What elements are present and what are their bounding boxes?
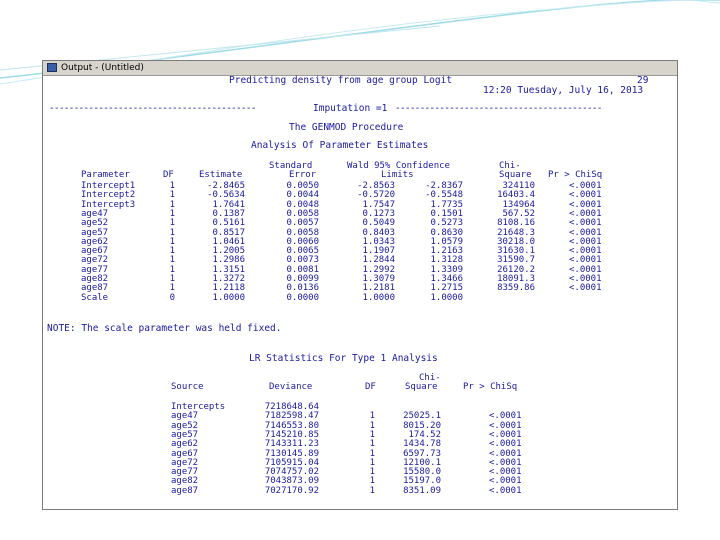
lr-row — [43, 431, 678, 440]
lr-cell: 25025.1 — [403, 411, 441, 422]
estimates-cell: 1.2986 — [212, 255, 245, 266]
estimates-cell: age62 — [81, 236, 109, 247]
estimates-cell: <.0001 — [569, 274, 602, 284]
lr-cell: 174.52 — [408, 429, 441, 440]
lr-row — [43, 412, 678, 421]
estimates-cell: 0.0044 — [286, 190, 319, 201]
estimates-cell: 0.0099 — [286, 274, 319, 284]
lr-cell: 7043873.09 — [264, 476, 319, 487]
estimates-cell: 1.2005 — [212, 246, 245, 257]
estimates-cell: 1.2118 — [212, 283, 245, 294]
output-window[interactable] — [42, 60, 678, 510]
lr-cell: age87 — [171, 485, 199, 496]
estimates-cell: 0.8403 — [362, 227, 395, 238]
estimates-cell: 0.0060 — [286, 236, 319, 247]
col-pr-chisq: Pr > ChiSq — [548, 170, 603, 180]
col-error: Error — [289, 170, 317, 180]
header-wald: Wald 95% Confidence — [347, 161, 450, 171]
estimates-cell: 1 — [169, 218, 175, 229]
lr-cell: 7218648.64 — [264, 402, 319, 412]
estimates-cell: age72 — [81, 255, 109, 266]
lr-cell: 7027170.92 — [264, 485, 319, 496]
lr-row — [43, 459, 678, 468]
lr-cell: 1 — [369, 467, 375, 478]
lr-cell: 15580.0 — [403, 467, 441, 478]
estimates-title: Analysis Of Parameter Estimates — [251, 140, 429, 151]
estimates-cell: 1 — [169, 246, 175, 257]
lr-cell: 7105915.04 — [264, 457, 319, 468]
procedure-name: The GENMOD Procedure — [289, 122, 404, 133]
estimates-cell: 21648.3 — [497, 227, 535, 238]
estimates-cell: -0.5548 — [425, 190, 463, 201]
estimates-cell: <.0001 — [569, 199, 602, 210]
estimates-cell: 1 — [169, 274, 175, 284]
estimates-cell: 26120.2 — [497, 264, 535, 275]
output-content — [43, 75, 677, 509]
col-df: DF — [163, 170, 174, 180]
lr-cell: 15197.0 — [403, 476, 441, 487]
lr-header-row — [43, 383, 678, 392]
estimates-cell: age67 — [81, 246, 109, 257]
estimates-cell: 0.0058 — [286, 227, 319, 238]
estimates-cell: -2.8367 — [425, 181, 463, 191]
lr-header-chi: Chi- — [419, 373, 441, 383]
estimates-cell: Intercept1 — [81, 181, 136, 191]
estimates-cell: 0 — [169, 292, 175, 303]
lr-cell: 1 — [369, 439, 375, 450]
lr-cell: 1 — [369, 429, 375, 440]
lr-col-df: DF — [365, 382, 376, 392]
estimates-cell: <.0001 — [569, 246, 602, 257]
estimates-cell: 1 — [169, 236, 175, 247]
lr-cell: 8351.09 — [403, 485, 441, 496]
estimates-cell: 1.0000 — [430, 292, 463, 303]
lr-row — [43, 403, 678, 412]
estimates-cell: Intercept2 — [81, 190, 136, 201]
lr-row — [43, 487, 678, 496]
estimates-cell: 1 — [169, 264, 175, 275]
window-title: Output - (Untitled) — [61, 63, 144, 73]
estimates-header-row — [43, 171, 678, 180]
sas-output-icon — [47, 63, 57, 72]
report-title: Predicting density from age group Logit — [229, 75, 453, 86]
lr-cell: 7130145.89 — [264, 448, 319, 459]
estimates-cell: 324110 — [502, 181, 535, 191]
col-square: Square — [499, 170, 532, 180]
estimates-cell: 1.0000 — [362, 292, 395, 303]
estimates-cell: <.0001 — [569, 227, 602, 238]
estimates-cell: 1.3309 — [430, 264, 463, 275]
estimates-cell: 0.0000 — [286, 292, 319, 303]
estimates-cell: 0.0081 — [286, 264, 319, 275]
estimates-cell: <.0001 — [569, 218, 602, 229]
estimates-cell: age47 — [81, 208, 109, 219]
estimates-cell: 134964 — [502, 199, 535, 210]
col-estimate: Estimate — [199, 170, 243, 180]
estimates-cell: 1.7735 — [430, 199, 463, 210]
estimates-cell: 16403.4 — [497, 190, 535, 201]
estimates-cell: 0.0048 — [286, 199, 319, 210]
lr-cell: <.0001 — [489, 476, 522, 487]
estimates-cell: 1 — [169, 199, 175, 210]
lr-cell: age67 — [171, 448, 199, 459]
lr-cell: <.0001 — [489, 485, 522, 496]
lr-cell: 1 — [369, 485, 375, 496]
estimates-cell: <.0001 — [569, 181, 602, 191]
estimates-cell: -2.8563 — [357, 181, 395, 191]
lr-cell: 7143311.23 — [264, 439, 319, 450]
estimates-cell: 0.0050 — [286, 181, 319, 191]
estimates-cell: 8108.16 — [497, 218, 535, 229]
estimates-cell: <.0001 — [569, 190, 602, 201]
estimates-cell: 0.0136 — [286, 283, 319, 294]
lr-row — [43, 422, 678, 431]
lr-cell: 1 — [369, 476, 375, 487]
lr-cell: <.0001 — [489, 448, 522, 459]
estimates-cell: age82 — [81, 274, 109, 284]
estimates-cell: age77 — [81, 264, 109, 275]
lr-cell: <.0001 — [489, 420, 522, 431]
estimates-cell: <.0001 — [569, 264, 602, 275]
estimates-cell: <.0001 — [569, 283, 602, 294]
estimates-cell: <.0001 — [569, 208, 602, 219]
lr-cell: <.0001 — [489, 429, 522, 440]
estimates-cell: -2.8465 — [207, 181, 245, 191]
dash-line-left: ------------------------------------------ — [49, 103, 256, 114]
run-timestamp: 12:20 Tuesday, July 16, 2013 — [483, 85, 644, 96]
estimates-cell: 31630.1 — [497, 246, 535, 257]
header-standard: Standard — [269, 161, 313, 171]
estimates-cell: 1.3151 — [212, 264, 245, 275]
lr-cell: 1 — [369, 420, 375, 431]
lr-cell: Intercepts — [171, 402, 226, 412]
estimates-row — [43, 284, 678, 293]
estimates-cell: 567.52 — [502, 208, 535, 219]
estimates-cell: 0.1273 — [362, 208, 395, 219]
lr-cell: <.0001 — [489, 439, 522, 450]
estimates-cell: <.0001 — [569, 255, 602, 266]
header-chi: Chi- — [499, 161, 521, 171]
estimates-cell: 0.1501 — [430, 208, 463, 219]
page-number: 29 — [637, 75, 649, 86]
estimates-cell: Scale — [81, 292, 109, 303]
estimates-cell: 1.0579 — [430, 236, 463, 247]
estimates-cell: 1.0461 — [212, 236, 245, 247]
estimates-cell: -0.5720 — [357, 190, 395, 201]
lr-title: LR Statistics For Type 1 Analysis — [249, 353, 438, 364]
estimates-cell: 1 — [169, 255, 175, 266]
estimates-cell: 0.0057 — [286, 218, 319, 229]
lr-cell: age72 — [171, 457, 199, 468]
estimates-cell: 0.5161 — [212, 218, 245, 229]
estimates-cell: 0.5273 — [430, 218, 463, 229]
lr-cell: 1 — [369, 411, 375, 422]
estimates-cell: 1.7641 — [212, 199, 245, 210]
lr-cell: age47 — [171, 411, 199, 422]
estimates-cell: 1.0343 — [362, 236, 395, 247]
lr-row — [43, 450, 678, 459]
estimates-cell: <.0001 — [569, 236, 602, 247]
lr-cell: age62 — [171, 439, 199, 450]
lr-cell: age52 — [171, 420, 199, 431]
lr-row — [43, 468, 678, 477]
estimates-cell: 1.0000 — [212, 292, 245, 303]
lr-cell: 8015.20 — [403, 420, 441, 431]
dash-line-right: ------------------------------------------ — [395, 103, 602, 114]
lr-col-source: Source — [171, 382, 204, 392]
estimates-cell: 1 — [169, 181, 175, 191]
estimates-cell: age57 — [81, 227, 109, 238]
estimates-cell: 1.1907 — [362, 246, 395, 257]
lr-col-square: Square — [405, 382, 438, 392]
lr-cell: 6597.73 — [403, 448, 441, 459]
lr-cell: 12100.1 — [403, 457, 441, 468]
lr-row — [43, 440, 678, 449]
estimates-row — [43, 294, 678, 303]
estimates-cell: 1 — [169, 283, 175, 294]
lr-cell: <.0001 — [489, 411, 522, 422]
estimates-cell: 8359.86 — [497, 283, 535, 294]
estimates-cell: 18091.3 — [497, 274, 535, 284]
estimates-cell: -0.5634 — [207, 190, 245, 201]
estimates-cell: 0.5049 — [362, 218, 395, 229]
estimates-cell: 0.8517 — [212, 227, 245, 238]
estimates-cell: 31590.7 — [497, 255, 535, 266]
estimates-cell: 1 — [169, 227, 175, 238]
estimates-cell: 1.3466 — [430, 274, 463, 284]
lr-cell: 7074757.02 — [264, 467, 319, 478]
note-text: NOTE: The scale parameter was held fixed. — [47, 323, 282, 334]
estimates-cell: 0.1387 — [212, 208, 245, 219]
estimates-cell: 1.2163 — [430, 246, 463, 257]
estimates-cell: 1.2181 — [362, 283, 395, 294]
lr-cell: 1 — [369, 457, 375, 468]
estimates-cell: 1.2715 — [430, 283, 463, 294]
lr-cell: age57 — [171, 429, 199, 440]
lr-cell: 1434.78 — [403, 439, 441, 450]
lr-cell: 7182598.47 — [264, 411, 319, 422]
lr-cell: 7145210.85 — [264, 429, 319, 440]
estimates-cell: 1 — [169, 208, 175, 219]
lr-cell: age77 — [171, 467, 199, 478]
estimates-cell: 0.8630 — [430, 227, 463, 238]
estimates-cell: 0.0065 — [286, 246, 319, 257]
imputation-label: Imputation =1 — [313, 103, 388, 114]
estimates-cell: 1.2844 — [362, 255, 395, 266]
estimates-cell: 0.0058 — [286, 208, 319, 219]
lr-cell: 1 — [369, 448, 375, 459]
lr-col-deviance: Deviance — [269, 382, 313, 392]
lr-cell: <.0001 — [489, 457, 522, 468]
estimates-cell: 1.3272 — [212, 274, 245, 284]
lr-col-pr-chisq: Pr > ChiSq — [463, 382, 518, 392]
lr-cell: age82 — [171, 476, 199, 487]
estimates-cell: age52 — [81, 218, 109, 229]
estimates-cell: 0.0073 — [286, 255, 319, 266]
estimates-cell: age87 — [81, 283, 109, 294]
window-titlebar[interactable] — [43, 61, 677, 76]
lr-cell: 7146553.80 — [264, 420, 319, 431]
estimates-cell: 1.3128 — [430, 255, 463, 266]
estimates-cell: 30218.0 — [497, 236, 535, 247]
estimates-cell: Intercept3 — [81, 199, 136, 210]
estimates-cell: 1.7547 — [362, 199, 395, 210]
estimates-cell: 1.3079 — [362, 274, 395, 284]
col-limits: Limits — [381, 170, 414, 180]
lr-row — [43, 477, 678, 486]
lr-cell: <.0001 — [489, 467, 522, 478]
col-parameter: Parameter — [81, 170, 130, 180]
estimates-cell: 1 — [169, 190, 175, 201]
estimates-cell: 1.2992 — [362, 264, 395, 275]
